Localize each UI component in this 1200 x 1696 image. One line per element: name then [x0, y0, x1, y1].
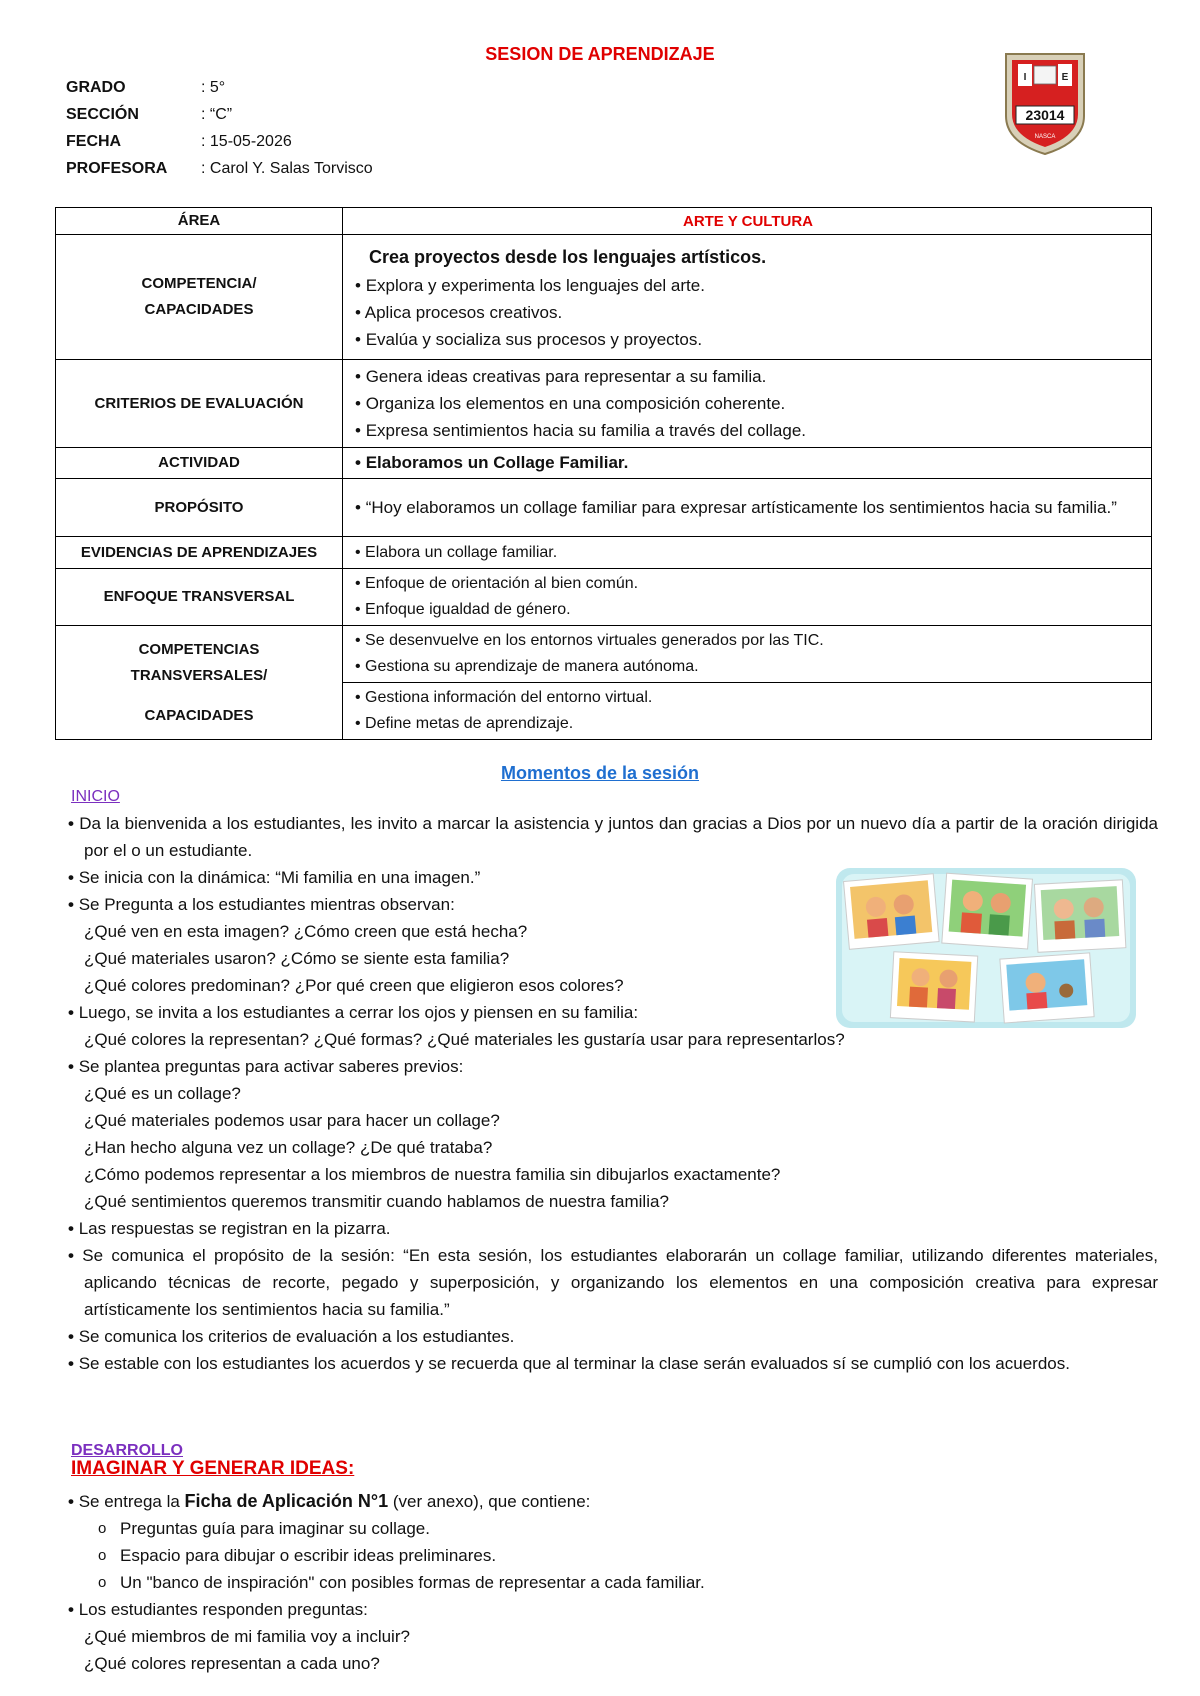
- inicio-question: ¿Cómo podemos representar a los miembros de nuestra familia sin dibujarlos exactamente?: [84, 1165, 781, 1184]
- inicio-bullet: • Da la bienvenida a los estudiantes, les invito a marcar la asistencia y juntos dan gracias a Dios por un nuevo día a partir de la oración dirigida por el o un estudiante.: [68, 810, 1158, 864]
- evidencias-cell: [343, 537, 1152, 569]
- enfoque-item: • Enfoque de orientación al bien común.: [355, 571, 1141, 597]
- ficha-name: Ficha de Aplicación N°1: [184, 1491, 389, 1511]
- header-key: GRADO: [66, 79, 126, 96]
- desarrollo-heading: DESARROLLO: [71, 1442, 183, 1459]
- competencia-cell: [343, 235, 1152, 360]
- capacidad-item: • Aplica procesos creativos.: [355, 299, 1141, 326]
- comp-trans-item: • Define metas de aprendizaje.: [355, 711, 1141, 737]
- header-key: PROFESORA: [66, 160, 168, 177]
- inicio-bullet: • Se estable con los estudiantes los acuerdos y se recuerda que al terminar la clase serán evaluados sí se cumplió con los acuerdos.: [68, 1350, 1158, 1377]
- comp-trans-a-cell: [343, 626, 1152, 683]
- inicio-bullet: • Se plantea preguntas para activar saberes previos:: [68, 1053, 1158, 1080]
- inicio-question: ¿Qué es un collage?: [84, 1084, 241, 1103]
- proposito-cell: [343, 479, 1152, 537]
- table-row-proposito: [56, 479, 1152, 537]
- inicio-question: ¿Qué ven en esta imagen? ¿Cómo creen que está hecha?: [84, 922, 528, 941]
- inicio-question: ¿Qué colores la representan? ¿Qué formas? ¿Qué materiales les gustaría usar para representarlos?: [84, 1030, 845, 1049]
- desarrollo-question: ¿Qué colores representan a cada uno?: [84, 1654, 380, 1673]
- header-value: : Carol Y. Salas Torvisco: [201, 160, 373, 177]
- inicio-bullet: • Se comunica el propósito de la sesión: “En esta sesión, los estudiantes elaborarán un collage familiar, utilizando diferentes materiales, aplicando técnicas de recorte, pegado y superposición, y organizando los elementos en una composición creativa para expresar artísticamente los sentimientos hacia su familia.”: [68, 1242, 1158, 1323]
- ficha-post: (ver anexo), que contiene:: [388, 1492, 591, 1511]
- header-row-fecha: [66, 128, 373, 155]
- comp-trans-label-3: CAPACIDADES: [144, 706, 254, 724]
- competencia-label-2: CAPACIDADES: [144, 301, 254, 318]
- family-photos-image: [836, 868, 1136, 1028]
- moments-title: Momentos de la sesión: [500, 763, 700, 783]
- header-value: : 15-05-2026: [201, 133, 292, 150]
- inicio-question: ¿Qué colores predominan? ¿Por qué creen que eligieron esos colores?: [84, 976, 624, 995]
- header-key: SECCIÓN: [66, 106, 139, 123]
- capacidad-item: • Explora y experimenta los lenguajes del arte.: [355, 272, 1141, 299]
- comp-trans-label-2: TRANSVERSALES/: [130, 666, 268, 684]
- spacer: [56, 689, 342, 703]
- ficha-item: o Espacio para dibujar o escribir ideas preliminares.: [68, 1542, 1158, 1569]
- school-logo-icon: [1000, 50, 1090, 158]
- table-row-comp-trans-a: [56, 626, 1152, 683]
- comp-trans-label-1: COMPETENCIAS: [138, 640, 260, 658]
- criterio-item: • Genera ideas creativas para representar a su familia.: [355, 363, 1141, 390]
- inicio-bullet: • Las respuestas se registran en la pizarra.: [68, 1215, 1158, 1242]
- header-value: : 5°: [201, 79, 226, 96]
- criterio-item: • Organiza los elementos en una composición coherente.: [355, 390, 1141, 417]
- comp-trans-item: • Gestiona su aprendizaje de manera autónoma.: [355, 654, 1141, 680]
- desarrollo-bullet: • Los estudiantes responden preguntas:: [68, 1596, 1158, 1623]
- table-row-area: [56, 208, 1152, 235]
- comp-trans-item: • Se desenvuelve en los entornos virtuales generados por las TIC.: [355, 628, 1141, 654]
- enfoque-cell: [343, 569, 1152, 626]
- inicio-question: ¿Qué materiales usaron? ¿Cómo se siente esta familia?: [84, 949, 510, 968]
- criterios-label: CRITERIOS DE EVALUACIÓN: [56, 360, 343, 448]
- evidencias-label: EVIDENCIAS DE APRENDIZAJES: [56, 537, 343, 569]
- header-key: FECHA: [66, 133, 122, 150]
- enfoque-label: ENFOQUE TRANSVERSAL: [56, 569, 343, 626]
- inicio-question: ¿Qué materiales podemos usar para hacer un collage?: [84, 1111, 500, 1130]
- evidencia-item: • Elabora un collage familiar.: [355, 540, 1141, 566]
- table-row-enfoque: [56, 569, 1152, 626]
- inicio-bullet: • Luego, se invita a los estudiantes a cerrar los ojos y piensen en su familia:: [68, 999, 1158, 1026]
- desarrollo-bullet: [68, 1488, 1158, 1515]
- inicio-question: ¿Qué sentimientos queremos transmitir cuando hablamos de nuestra familia?: [84, 1192, 669, 1211]
- actividad-value: • Elaboramos un Collage Familiar.: [355, 450, 1141, 476]
- session-table: [55, 207, 1152, 740]
- inicio-bullet: • Se comunica los criterios de evaluación a los estudiantes.: [68, 1323, 1158, 1350]
- header-row-seccion: [66, 101, 373, 128]
- inicio-question: ¿Han hecho alguna vez un collage? ¿De qué trataba?: [84, 1138, 493, 1157]
- desarrollo-block: [68, 1488, 1158, 1677]
- inicio-bullet: • Se inicia con la dinámica: “Mi familia en una imagen.”: [68, 864, 1158, 891]
- document-title: SESION DE APRENDIZAJE: [485, 44, 715, 64]
- logo-number: 23014: [1025, 107, 1065, 123]
- area-value-cell: [343, 208, 1152, 235]
- criterios-cell: [343, 360, 1152, 448]
- table-row-actividad: [56, 448, 1152, 479]
- logo-letter-i: I: [1023, 72, 1027, 83]
- area-value: ARTE Y CULTURA: [682, 212, 813, 230]
- inicio-heading: INICIO: [71, 788, 120, 805]
- competencia-label-1: COMPETENCIA/: [141, 275, 257, 292]
- ficha-item: o Un "banco de inspiración" con posibles formas de representar a cada familiar.: [68, 1569, 1158, 1596]
- header-info: [66, 74, 373, 182]
- table-row-evidencias: [56, 537, 1152, 569]
- table-row-competencia: [56, 235, 1152, 360]
- proposito-value: • “Hoy elaboramos un collage familiar para expresar artísticamente los sentimientos hacia su familia.”: [355, 494, 1141, 521]
- logo-letter-e: E: [1061, 72, 1069, 83]
- header-value: : “C”: [201, 106, 233, 123]
- header-row-profesora: [66, 155, 373, 182]
- competencia-label: [56, 235, 343, 360]
- enfoque-item: • Enfoque igualdad de género.: [355, 597, 1141, 623]
- table-row-criterios: [56, 360, 1152, 448]
- imaginar-heading: IMAGINAR Y GENERAR IDEAS:: [71, 1458, 355, 1479]
- actividad-cell: [343, 448, 1152, 479]
- area-label: ÁREA: [56, 208, 343, 235]
- actividad-label: ACTIVIDAD: [56, 448, 343, 479]
- ficha-pre: Se entrega la: [78, 1492, 185, 1511]
- ficha-item: o Preguntas guía para imaginar su collage.: [68, 1515, 1158, 1542]
- desarrollo-question: ¿Qué miembros de mi familia voy a incluir?: [84, 1627, 410, 1646]
- comp-trans-label: [56, 626, 343, 740]
- competencia-title: Crea proyectos desde los lenguajes artísticos.: [369, 246, 767, 267]
- header-row-grado: [66, 74, 373, 101]
- logo-sub: NASCA: [1034, 134, 1056, 140]
- comp-trans-item: • Gestiona información del entorno virtual.: [355, 685, 1141, 711]
- comp-trans-b-cell: [343, 683, 1152, 740]
- proposito-label: PROPÓSITO: [56, 479, 343, 537]
- capacidad-item: • Evalúa y socializa sus procesos y proyectos.: [355, 326, 1141, 353]
- criterio-item: • Expresa sentimientos hacia su familia a través del collage.: [355, 417, 1141, 444]
- inicio-bullet: • Se Pregunta a los estudiantes mientras observan:: [68, 891, 1158, 918]
